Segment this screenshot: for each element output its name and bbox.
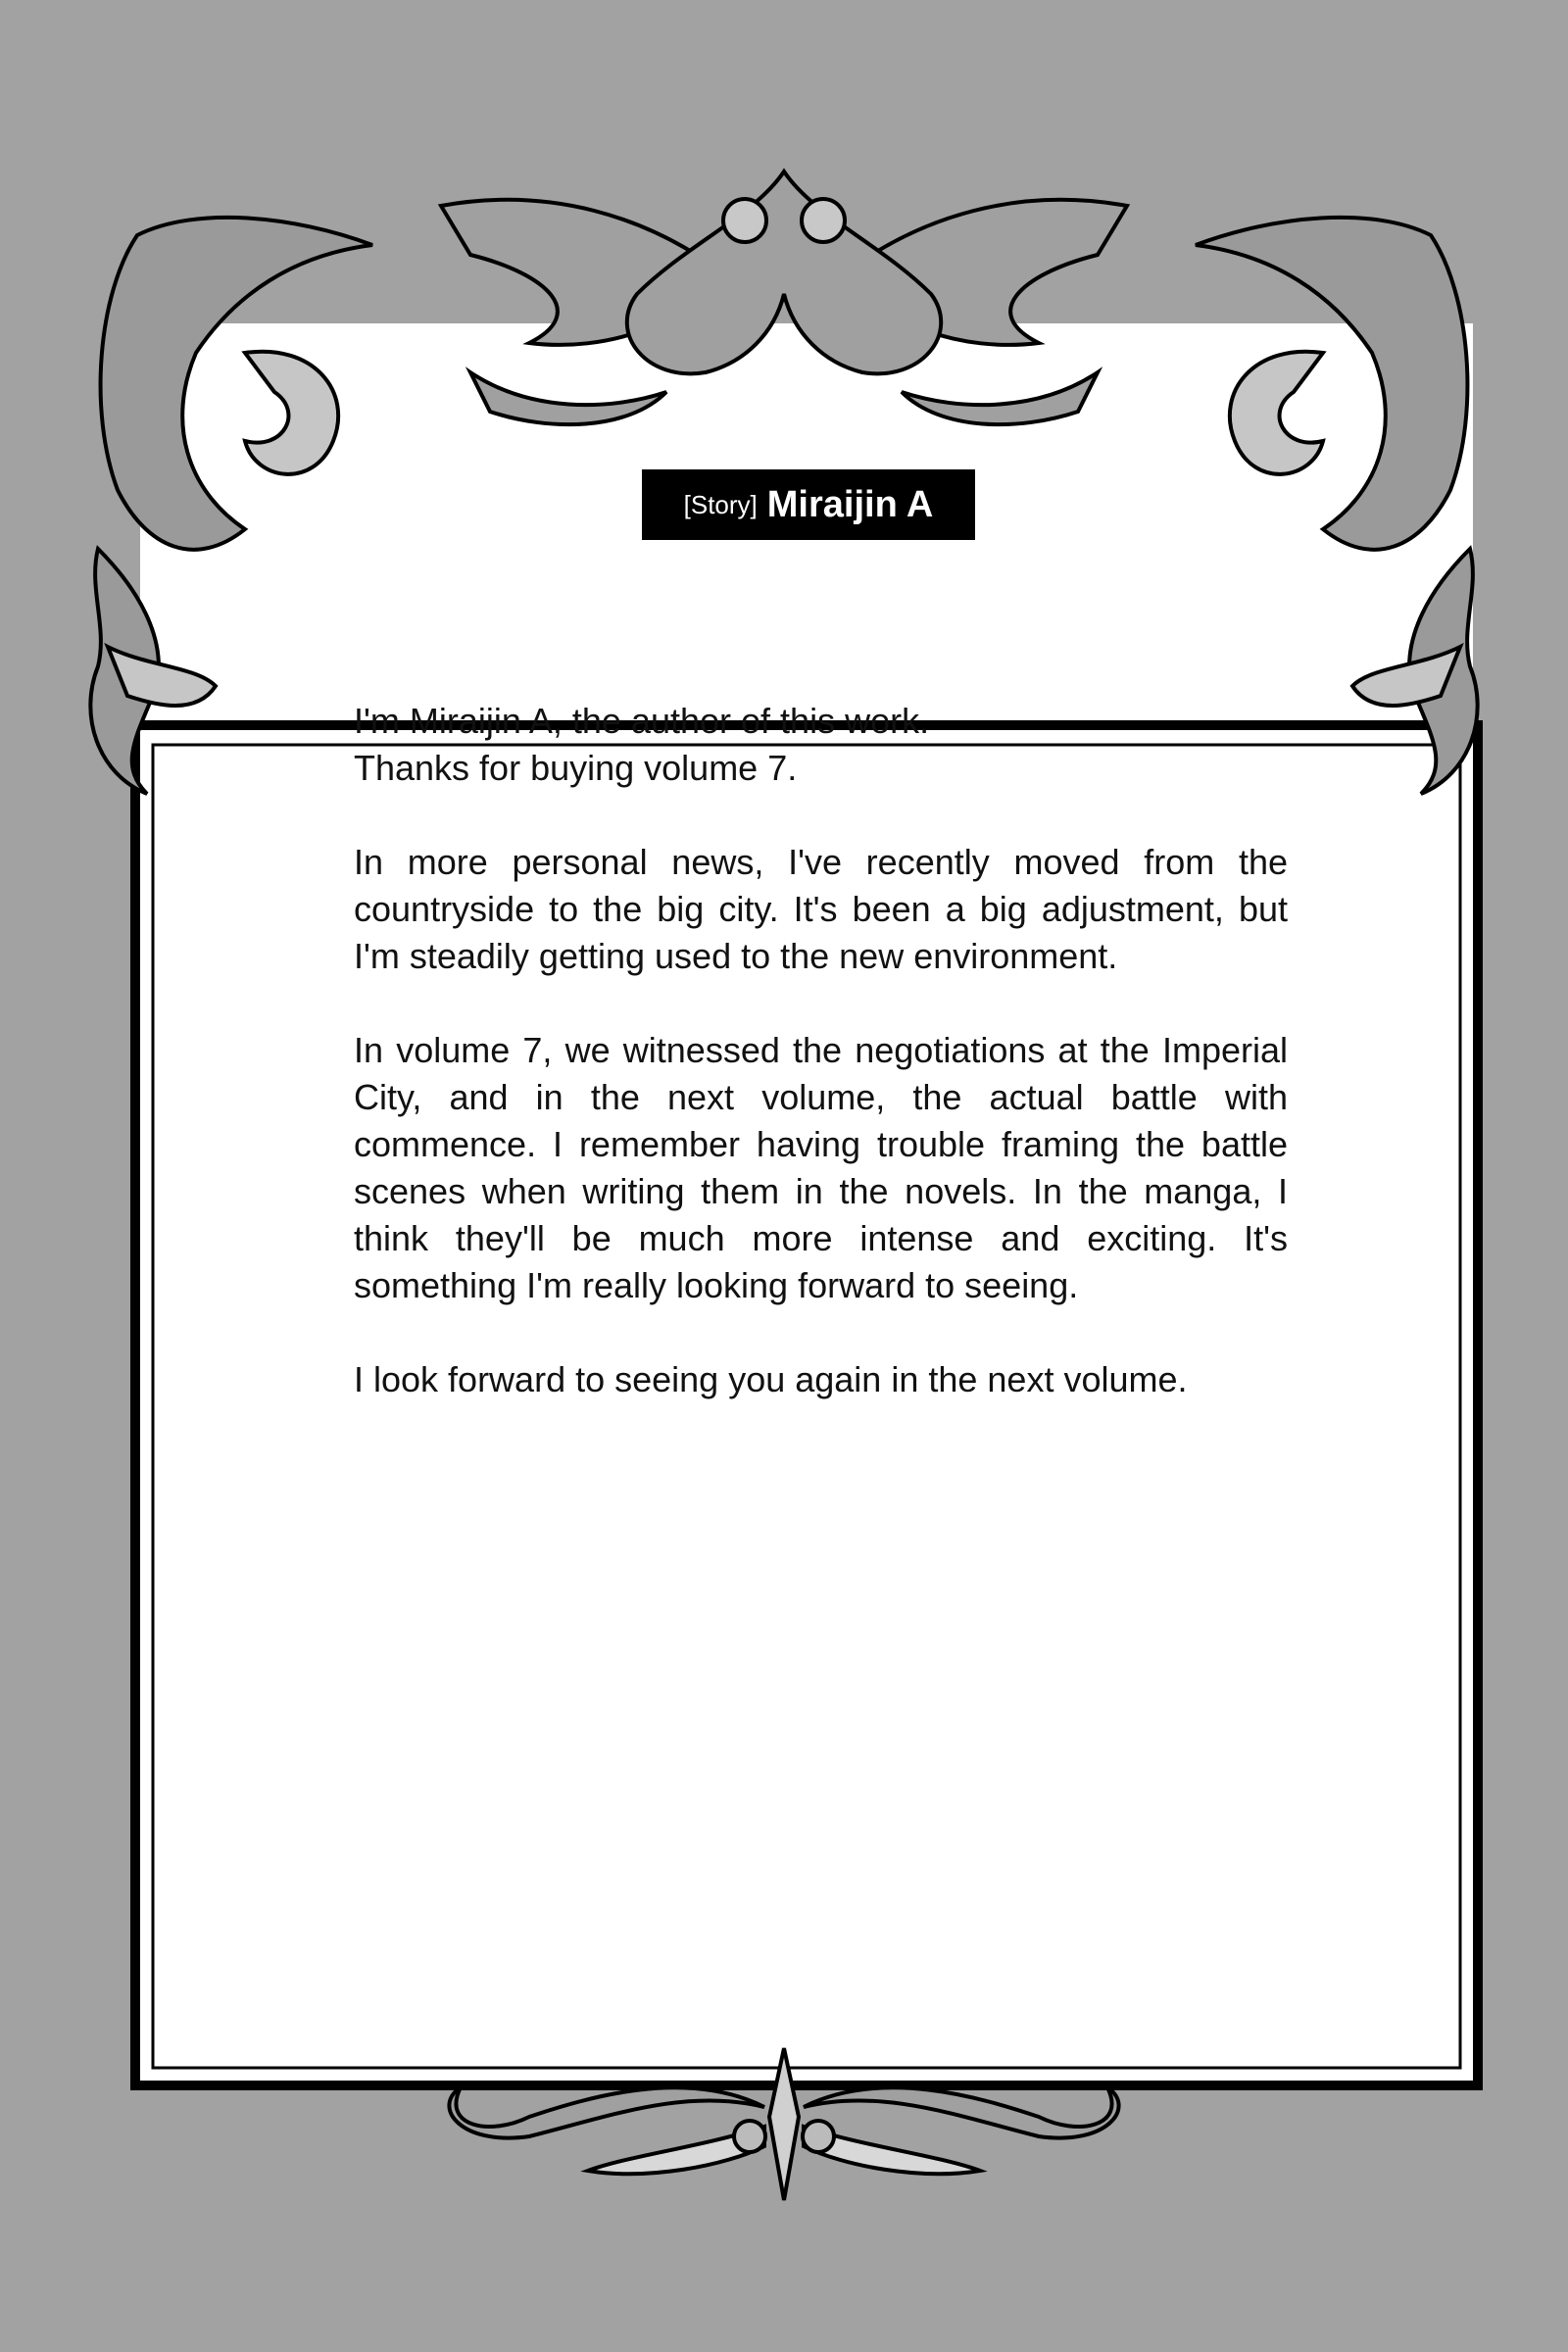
paragraph-volume-7: In volume 7, we witnessed the negotiations at the Imperial City, and in the next volume, the actual battle with commence. I remember having trouble framing the battle scenes when writing them in the novels. In the manga, I think they'll be much more intense and exciting. It's something I'm really looking forward to seeing. (354, 1030, 1288, 1305)
paragraph-closing: I look forward to seeing you again in the next volume. (354, 1359, 1188, 1399)
label-prefix: [Story] (683, 489, 758, 519)
top-wing-ornament (441, 172, 1127, 424)
author-label (642, 469, 975, 540)
intro-paragraph (354, 698, 1288, 792)
afterword-text (354, 698, 1288, 1450)
intro-line: Thanks for buying volume 7. (354, 748, 798, 788)
intro-line: I'm Miraijin A, the author of this work. (354, 701, 930, 741)
label-author-name: Miraijin A (766, 483, 934, 525)
bottom-ornament (449, 2048, 1118, 2200)
left-corner-scroll (90, 218, 372, 794)
paragraph-moving: In more personal news, I've recently moved from the countryside to the big city. It's been a big adjustment, but I'm steadily getting used to the new environment. (354, 842, 1288, 976)
